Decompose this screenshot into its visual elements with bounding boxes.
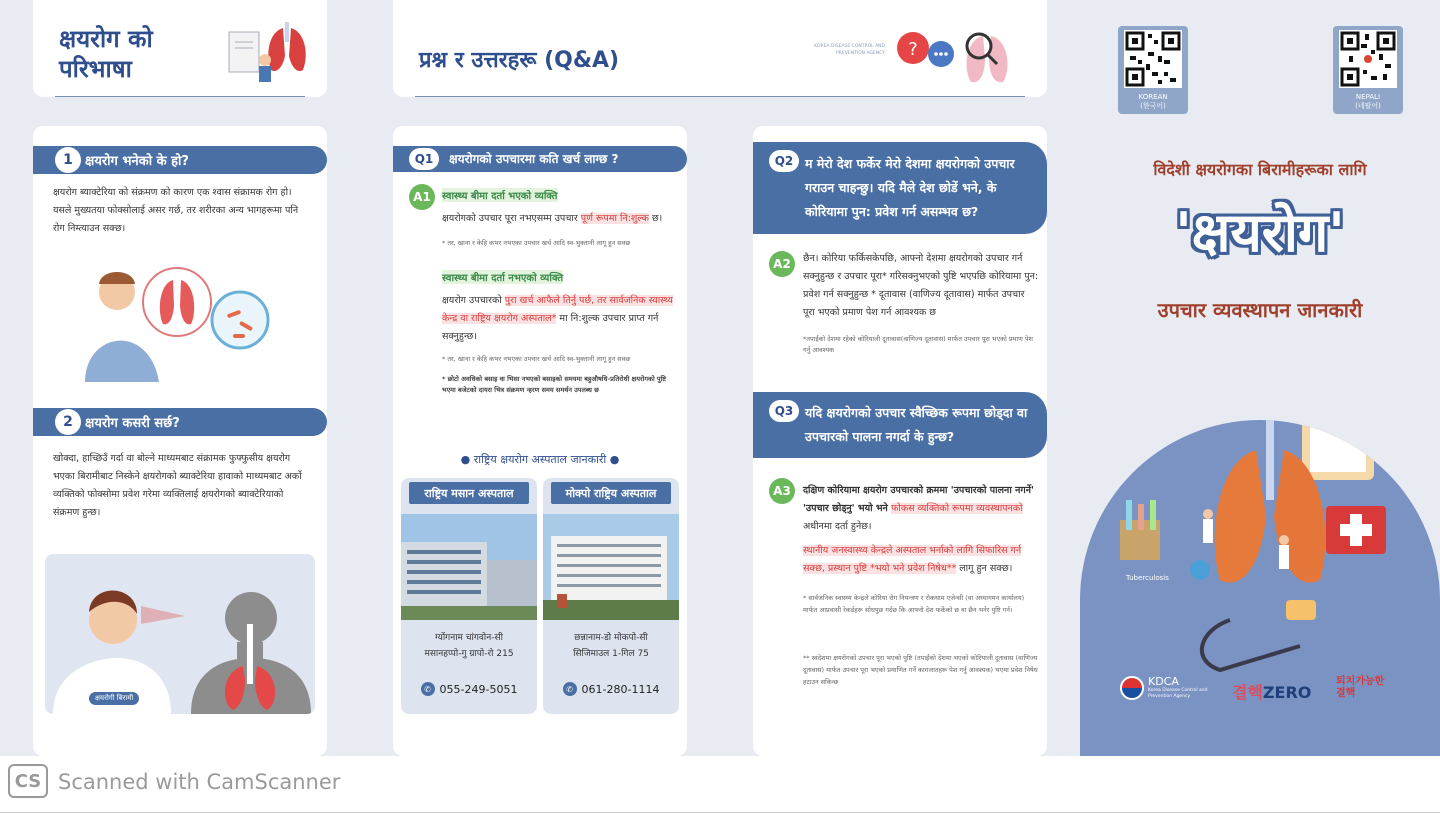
cover-illustration-area xyxy=(1080,420,1440,756)
q2-text: म मेरो देश फर्केर मेरो देशमा क्षयरोगको उपचार गराउन चाहन्छु। यदि मैले देश छोडें भने, के कोरियामा पुन: प्रवेश गर्न असम्भव छ? xyxy=(805,156,1015,219)
panel1-title-card xyxy=(33,0,327,97)
camscanner-text: Scanned with CamScanner xyxy=(58,770,341,794)
a3-note1: * सार्वजनिक स्वास्थ्य केन्द्रले कोरिया रोग नियन्त्रण र रोकथाम एजेन्सी (वा अध्यागमन कार्यालय) मार्फत आप्रवासी रेकर्डहरू सोधपुछ गर्दछ कि आफ्नो देश फर्केको छ वा छैन भनेर पुष्टि गर्न। xyxy=(803,594,1025,614)
panel1-body-card xyxy=(33,126,327,756)
section1-number: 1 xyxy=(55,147,81,173)
a1-note3: * छोटो अवधिको बसाइ वा भिसा नभएको बसाइको समयमा बहुऔषधि-प्रतिरोधी क्षयरोगको पुष्टि भएमा बजेटको दायरा भित्र संक्रमण न्हरण समय समर्थन उपलब्ध छ xyxy=(442,375,667,394)
a1-heading2: स्वास्थ्य बीमा दर्ता नभएको व्यक्ति xyxy=(442,270,563,284)
hospital1-phone: 055-249-5051 xyxy=(439,682,518,696)
camscanner-logo: CS xyxy=(8,764,48,798)
cover-title2: उपचार व्यवस्थापन जानकारी xyxy=(1157,298,1363,322)
a3-text: दक्षिण कोरियामा क्षयरोग उपचारको क्रममा 'उपचारको पालना नगर्ने' 'उपचार छोड्नु' भयो भने फोकस व्यक्तिको रूपमा व्यवस्थापनको अधीनमा दर्ता हुनेछ। xyxy=(803,485,1034,532)
cover-subtitle: विदेशी क्षयरोगका बिरामीहरूका लागि xyxy=(1153,160,1367,179)
section1-title: क्षयरोग भनेको के हो? xyxy=(85,154,189,169)
scan-watermark xyxy=(0,756,1440,813)
hospital-card-mokpo xyxy=(543,478,679,714)
hospital2-photo xyxy=(543,514,679,620)
eradicable-tb-logo: 퇴치가능한 결핵 xyxy=(1336,676,1385,699)
qr-code-icon xyxy=(1124,30,1182,88)
qr-korean[interactable] xyxy=(1118,26,1188,114)
section2-header xyxy=(33,408,327,436)
hospital2-name: मोक्पो राष्ट्रिय अस्पताल xyxy=(551,482,671,504)
q1-text: क्षयरोगको उपचारमा कति खर्च लाग्छ ? xyxy=(449,152,619,166)
question2 xyxy=(753,142,1047,234)
a2-text: छैन। कोरिया फर्किसकेपछि, आफ्नो देशमा क्षयरोगको उपचार गर्न सक्नुहुन्छ र उपचार पूरा* गरिसक्नुभएको पुष्टि भएपछि कोरियामा पुन: प्रवेश गर्न सक्नुहुन्छ * दूतावास (वाणिज्य दूतावास) मार्फत उपचार पूरा भएको प्रमाण पेश गर्न आवश्यक छ xyxy=(803,253,1039,318)
a1-heading1: स्वास्थ्य बीमा दर्ता भएको व्यक्ति xyxy=(442,188,558,202)
a1-text2: क्षयरोग उपचारको पुरा खर्च आफैले तिर्नु पर्छ, तर सार्वजनिक स्वास्थ्य केन्द्र वा राष्ट्रिय क्षयरोग अस्पताल* मा नि:शुल्क उपचार प्राप्त गर्न सक्नुहुन्छ। xyxy=(442,295,673,342)
a1-tag: A1 xyxy=(409,184,435,210)
title-underline xyxy=(415,96,1025,97)
tb-zero-logo: 결핵ZERO xyxy=(1232,683,1312,702)
a2-note: *तपाईंको देशमा रहेको कोरियाली दूतावास(वाणिज्य दूतावास) मार्फत उपचार पूरा भएको प्रमाण पेश गर्नु आवश्यक xyxy=(803,335,1033,354)
agency-text: KOREA DISEASE CONTROL AND PREVENTION AGENCY xyxy=(814,44,885,56)
tuberculosis-label: Tuberculosis xyxy=(1126,574,1169,582)
a3-text2: स्थानीय जनस्वास्थ्य केन्द्रले अस्पताल भर्नाको लागि सिफारिस गर्न सक्छ, प्रस्थान पुष्टि *भयो भने प्रवेश निषेध** लागू हुन सक्छ। xyxy=(803,545,1022,574)
coughing-man-illustration xyxy=(77,262,277,382)
panel1-title: क्षयरोग को परिभाषा xyxy=(59,25,153,83)
q3-text: यदि क्षयरोगको उपचार स्वैच्छिक रूपमा छोड्दा वा उपचारको पालना नगर्दा के हुन्छ? xyxy=(805,405,1028,444)
hospital2-phone: 061-280-1114 xyxy=(581,682,660,696)
tb-medical-illustration xyxy=(1080,420,1440,756)
section1-body: क्षयरोग ब्याक्टेरिया को संक्रमण को कारण एक श्वास संक्रामक रोग हो। यसले मुख्यतया फोक्सोलाई असर गर्छ, तर शरीरका अन्य भागहरूमा पनि रोग निम्त्याउन सक्छ। xyxy=(53,187,299,234)
a3-note2: ** स्वदेशमा क्षयरोगको उपचार पूरा भएको पुष्टि (तपाईंको देशमा भएको कोरियाली दूतावास (वाणिज्य दूतावास) मार्फत उपचार पूरा भएको प्रमाणित गर्ने कागजातहरू पेश गर्नु आवश्यक) भएमा प्रवेश निषेध हटाउन सकिन्छ xyxy=(803,654,1038,686)
title-underline xyxy=(55,96,305,97)
hospital1-name: राष्ट्रिय मसान अस्पताल xyxy=(409,482,529,504)
question1 xyxy=(393,146,687,172)
question3 xyxy=(753,392,1047,458)
hospital1-photo xyxy=(401,514,537,620)
hospital2-address: छन्नानाम-डो मोकपो-सी सिजिमाउल 1-गिल 75 xyxy=(573,633,649,659)
section2-number: 2 xyxy=(55,409,81,435)
panel2-body-card xyxy=(393,126,687,756)
doctor-lungs-illustration xyxy=(221,16,321,86)
qr-nepali[interactable] xyxy=(1333,26,1403,114)
phone-icon: ✆ xyxy=(421,682,435,696)
qr-code-icon xyxy=(1339,30,1397,88)
a1-note1: * तर, खाना र केहि कभर नभएका उपचार खर्च आदि स्व-भुक्तानी लागू हुन सक्छ xyxy=(442,239,631,247)
qr-nepali-label: NEPALI (네팔어) xyxy=(1355,93,1381,110)
hospital-section-title: ● राष्ट्रिय क्षयरोग अस्पताल जानकारी ● xyxy=(460,453,620,466)
cover-title: 'क्षयरोग' xyxy=(1175,201,1345,264)
transmission-illustration xyxy=(45,554,315,714)
section1-header xyxy=(33,146,327,174)
hospital1-address: ग्योंगनाम चांगवोन-सी मसानहप्पो-गु ग्रापो-रो 215 xyxy=(424,633,514,659)
svg-text:?: ? xyxy=(908,39,918,60)
panel2-title: प्रश्न र उत्तरहरू (Q&A) xyxy=(419,48,620,73)
korea-emblem-icon xyxy=(1120,676,1144,700)
q2-tag: Q2 xyxy=(769,150,799,172)
section2-body: खोक्दा, हाच्छिउँ गर्दा वा बोल्ने माध्यमबाट संक्रामक फुफ्फुसीय क्षयरोग भएका बिरामीबाट निस्केने क्षयरोगको ब्याक्टेरिया हावाको माध्यमबाट अर्को व्यक्तिको फोक्सोमा प्रवेश गरेमा व्यक्तिलाई क्षयरोगको ब्याक्टेरियाको संक्रमण हुन्छ। xyxy=(53,453,302,518)
panel2-title-card xyxy=(393,0,1047,97)
qr-korean-label: KOREAN (한국어) xyxy=(1138,93,1168,110)
q1-tag: Q1 xyxy=(409,148,439,170)
qa-lungs-illustration xyxy=(893,24,1029,88)
a3-tag: A3 xyxy=(769,478,795,504)
kdca-logo xyxy=(1120,676,1207,700)
a2-tag: A2 xyxy=(769,251,795,277)
kdca-text: KDCA xyxy=(1148,675,1179,688)
hospital1-phone-row[interactable] xyxy=(401,682,537,696)
patient-tag: क्षयरोगी बिरामी xyxy=(89,692,139,705)
a1-text1: क्षयरोगको उपचार पूरा नभएसम्म उपचार पूर्ण रूपमा नि:शुल्क छ। xyxy=(442,213,663,224)
kdca-subtext: Korea Disease Control and Prevention Agency xyxy=(1148,688,1208,699)
panel3-card xyxy=(753,126,1047,756)
a1-note2: * तर, खाना र केहि कभर नभएका उपचार खर्च आदि स्व-भुक्तानी लागू हुन सक्छ xyxy=(442,355,631,363)
q3-tag: Q3 xyxy=(769,400,799,422)
hospital2-phone-row[interactable] xyxy=(543,682,679,696)
section2-title: क्षयरोग कसरी सर्छ? xyxy=(85,416,180,431)
hospital-card-masan xyxy=(401,478,537,714)
phone-icon: ✆ xyxy=(563,682,577,696)
